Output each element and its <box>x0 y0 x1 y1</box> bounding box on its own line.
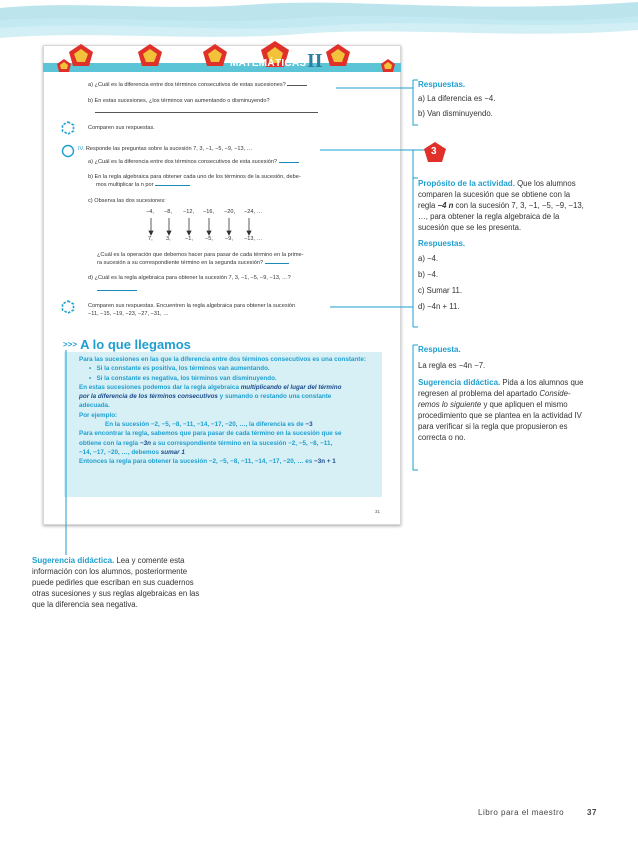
side-text: puede pedirles que escriban en sus cuadernos <box>32 578 194 587</box>
side-text: procedimiento que se plantea en la actividad IV <box>418 411 582 420</box>
seq-bottom-term: 3, <box>166 236 171 242</box>
section-intro-text: Responde las preguntas sobre la sucesión 7, 3, −1, −5, −9, −13, … <box>85 146 253 152</box>
individual-circle-icon <box>61 144 75 158</box>
side-response <box>418 345 618 443</box>
side-emphasis: Conside- <box>539 389 571 398</box>
question-text: a) ¿Cuál es la diferencia entre dos términos consecutivos de esta sucesión? <box>88 159 278 165</box>
student-page-number: 31 <box>375 509 381 514</box>
seq-top-term: −24, … <box>244 209 263 215</box>
page-subject-title: MATEMÁTICAS <box>230 58 307 69</box>
sequence-diagram <box>140 209 270 249</box>
side-suggestion-bottom <box>32 555 217 610</box>
side-answer: La regla es −4n −7. <box>418 361 486 370</box>
seq-bottom-term: −9, <box>225 236 233 242</box>
question-iv-a <box>88 158 328 166</box>
conclusion-emphasis: −3n + 1 <box>314 458 336 466</box>
conclusion-text: Para las sucesiones en las que la diferencia entre dos términos consecutivos es una constante: • Si la constante es positiva, los términos van aumentando. • Si la constante es negativa, los términos van disminuyendo. En estas sucesiones podemos dar la regla algebraica multiplicando el lugar del término por la diferencia de los términos consecutivos y sumando o restando una constante adecuada. Por ejemplo: En la sucesión −2, −5, −8, −11, −14, −17, −20, …, la diferencia es de −3 Para encontrar la regla, sabemos que para pasar de cada término en la sucesión que se obtiene con la regla −3n a su correspondiente término en la sucesión −2, −5, −8, −11, −14, −17, −20, …, debemos sumar 1 Entonces la regla para obtener la sucesión −2, −5, −8, −11, −14, −17, −20, … es −3n + 1 <box>79 355 379 467</box>
team-hexagon-icon <box>61 121 75 135</box>
side-answer: a) −4. <box>418 254 439 263</box>
compare-answers-1: Comparen sus respuestas. <box>88 125 155 131</box>
conclusion-line: En estas sucesiones podemos dar la regla algebraica <box>79 383 241 391</box>
question-text: d) ¿Cuál es la regla algebraica para obtener la sucesión 7, 3, −1, −5, −9, −13, …? <box>88 275 291 281</box>
side-text: y que apliquen el mismo <box>481 400 568 409</box>
seq-top-term: −16, <box>203 209 215 215</box>
a-lo-que-llegamos-title <box>63 337 191 352</box>
side-text: con la sucesión 7, 3, −1, −5, −9, −13, <box>453 201 584 210</box>
question-iv-b <box>88 173 328 189</box>
down-arrows-icon <box>140 217 270 237</box>
conclusion-line: Por ejemplo: <box>79 411 118 419</box>
conclusion-line: Entonces la regla para obtener la sucesión −2, −5, −8, −11, −14, −17, −20, … es <box>79 458 315 466</box>
question-text: b) En estas sucesiones, ¿los términos van aumentando o disminuyendo? <box>88 98 270 104</box>
question-iv-d <box>88 274 333 282</box>
conclusion-emphasis: −3n <box>139 439 151 447</box>
side-text: otras sucesiones y sus reglas algebraicas en las <box>32 589 200 598</box>
side-text: sucesión que se les presenta. <box>418 223 522 232</box>
side-answers-1 <box>418 80 613 126</box>
conclusion-line: −14, −17, −20, …, debemos <box>79 448 161 456</box>
conclusion-line: Para encontrar la regla, sabemos que para pasar de cada término en la sucesión que se <box>79 430 342 438</box>
conclusion-line: Para las sucesiones en las que la diferencia entre dos términos consecutivos es una constante: <box>79 356 366 363</box>
side-text: Lea y comente esta <box>114 556 185 565</box>
question-text: a) ¿Cuál es la diferencia entre dos términos consecutivos de estas sucesiones? <box>88 82 286 88</box>
side-heading: Sugerencia didáctica. <box>418 378 501 387</box>
conclusion-emphasis: −3 <box>305 421 313 429</box>
seq-top-term: −8, <box>164 209 172 215</box>
conclusion-emphasis: sumar 1 <box>160 448 185 456</box>
question-text: mos multiplicar la n por <box>96 182 154 188</box>
conclusion-emphasis: por la diferencia de los términos consecutivos <box>79 393 218 401</box>
section-title: A lo que llegamos <box>80 337 191 352</box>
compare-text: −11, −15, −19, −23, −27, −31, … <box>88 311 169 317</box>
question-a-top <box>88 81 328 89</box>
team-hexagon-icon <box>61 300 75 314</box>
side-text: correcta o no. <box>418 433 466 442</box>
side-emphasis: remos lo siguiente <box>418 400 482 409</box>
side-answer: d) −4n + 11. <box>418 302 460 311</box>
pentagon-decorations <box>43 38 401 78</box>
seq-bottom-term: 7, <box>148 236 153 242</box>
footer-label: Libro para el maestro <box>478 808 565 817</box>
conclusion-line: a su correspondiente término en la sucesión −2, −5, −8, −11, <box>150 439 333 447</box>
side-text: información con los alumnos, posteriormente <box>32 567 188 576</box>
question-text: ra sucesión a su correspondiente término en la segunda sucesión? <box>97 260 264 266</box>
seq-top-term: −20, <box>224 209 236 215</box>
question-text: ¿Cuál es la operación que debemos hacer para pasar de cada término en la prime- <box>97 252 304 258</box>
conclusion-line: En la sucesión −2, −5, −8, −11, −14, −17, −20, …, la diferencia es de <box>105 421 306 429</box>
side-text: regla <box>418 201 438 210</box>
side-heading: Respuestas. <box>418 239 466 248</box>
side-text: comparen la sucesión que se obtiene con la <box>418 190 571 199</box>
conclusion-bullet: Si la constante es positiva, los términos van aumentando. <box>96 365 270 373</box>
side-purpose <box>418 178 618 312</box>
seq-bottom-term: −13, … <box>244 236 263 242</box>
seq-top-term: −12, <box>183 209 195 215</box>
side-heading: Sugerencia didáctica. <box>32 556 115 565</box>
badge-number: 3 <box>431 146 437 157</box>
question-iv-c: c) Observa las dos sucesiones: <box>88 198 166 204</box>
conclusion-emphasis: multiplicando el lugar del término <box>240 383 342 391</box>
section-label: IV. <box>78 146 85 152</box>
side-text: para verificar si la regla que propusieron es <box>418 422 568 431</box>
footer-page-number: 37 <box>587 808 597 817</box>
side-text: regresen al problema del apartado <box>418 389 540 398</box>
arrows-icon: >>> <box>63 340 78 349</box>
page-subject-roman: II <box>307 50 323 72</box>
answer-line <box>95 112 318 113</box>
side-answer: b) Van disminuyendo. <box>418 109 493 118</box>
question-text: b) En la regla algebraica para obtener cada uno de los términos de la sucesión, debe- <box>88 174 301 180</box>
seq-bottom-term: −5, <box>205 236 213 242</box>
side-text: …, para obtener la regla algebraica de la <box>418 212 560 221</box>
side-text: que la diferencia sea negativa. <box>32 600 138 609</box>
answer-line <box>97 290 137 291</box>
question-b-top <box>88 97 328 105</box>
side-emphasis: −4 n <box>437 201 454 210</box>
side-heading: Respuestas. <box>418 80 466 89</box>
section-iv-intro <box>78 145 252 153</box>
seq-bottom-term: −1, <box>185 236 193 242</box>
side-text: Que los alumnos <box>514 179 576 188</box>
side-heading: Respuesta. <box>418 345 461 354</box>
pentagon-icon <box>57 41 395 72</box>
side-answer: c) Sumar 11. <box>418 286 463 295</box>
question-iv-c-text <box>97 251 332 267</box>
conclusion-line: y sumando o restando una constante <box>217 393 332 401</box>
conclusion-line: obtiene con la regla <box>79 439 140 447</box>
activity-badge <box>424 142 446 162</box>
side-heading: Propósito de la actividad. <box>418 179 515 188</box>
compare-text: Comparen sus respuestas. Encuentren la regla algebraica para obtener la sucesión <box>88 303 296 309</box>
side-text: Pida a los alumnos que <box>500 378 584 387</box>
conclusion-bullet: Si la constante es negativa, los términos van disminuyendo. <box>96 374 277 382</box>
side-answer: b) −4. <box>418 270 439 279</box>
seq-top-term: −4, <box>146 209 154 215</box>
side-answer: a) La diferencia es −4. <box>418 94 496 103</box>
conclusion-line: adecuada. <box>79 402 110 410</box>
compare-answers-2 <box>88 302 333 318</box>
